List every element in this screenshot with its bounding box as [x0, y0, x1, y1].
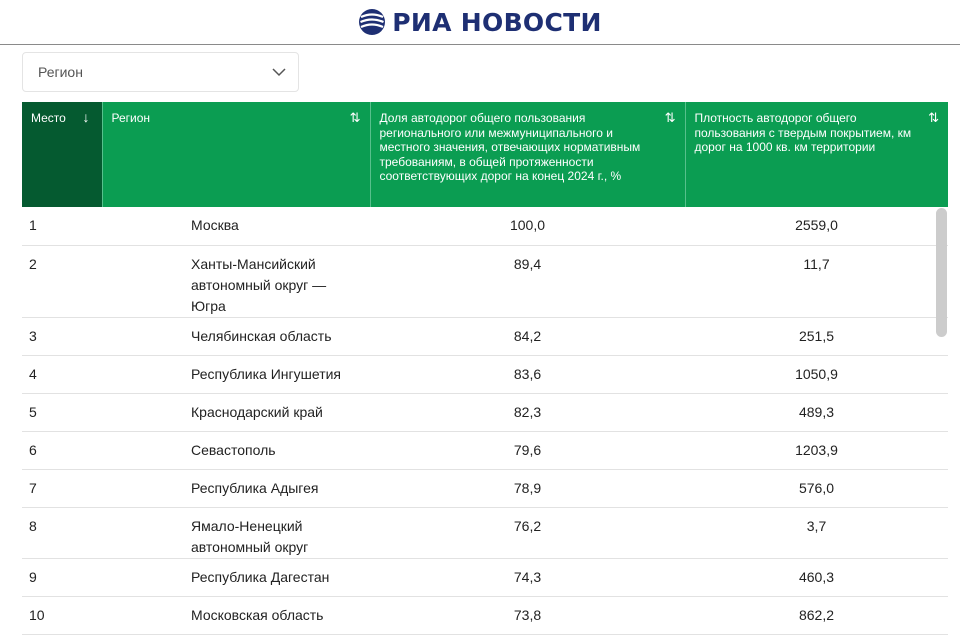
table-row	[22, 245, 948, 317]
table-row	[22, 469, 948, 507]
cell-density: 11,7	[685, 245, 948, 317]
cell-share: 79,6	[370, 431, 685, 469]
cell-region: Ямало-Ненецкий автономный округ	[102, 507, 370, 558]
ria-logo[interactable]	[358, 8, 601, 37]
cell-share: 83,6	[370, 355, 685, 393]
cell-place: 2	[22, 245, 102, 317]
ranking-table	[22, 102, 948, 635]
cell-region: Москва	[102, 207, 370, 245]
cell-region: Республика Ингушетия	[102, 355, 370, 393]
cell-share: 76,2	[370, 507, 685, 558]
cell-region: Республика Адыгея	[102, 469, 370, 507]
column-header-density[interactable]	[685, 102, 948, 207]
cell-density: 251,5	[685, 317, 948, 355]
cell-place: 9	[22, 558, 102, 596]
cell-region: Московская область	[102, 596, 370, 634]
cell-density: 489,3	[685, 393, 948, 431]
table-row	[22, 317, 948, 355]
sort-desc-icon[interactable]: ↓	[82, 109, 90, 125]
cell-region: Севастополь	[102, 431, 370, 469]
cell-region: Республика Дагестан	[102, 558, 370, 596]
column-header-label: Плотность автодорог общего пользования с твердым покрытием, км дорог на 1000 кв. км территории	[694, 111, 912, 154]
table-row	[22, 355, 948, 393]
sort-toggle-icon[interactable]: ⇅	[664, 110, 676, 125]
cell-place: 6	[22, 431, 102, 469]
cell-share: 84,2	[370, 317, 685, 355]
table-row	[22, 558, 948, 596]
ria-logo-icon	[358, 8, 386, 36]
table-header-row	[22, 102, 948, 207]
cell-density: 1050,9	[685, 355, 948, 393]
cell-share: 78,9	[370, 469, 685, 507]
sort-toggle-icon[interactable]: ⇅	[349, 110, 361, 125]
cell-place: 5	[22, 393, 102, 431]
cell-density: 862,2	[685, 596, 948, 634]
cell-density: 1203,9	[685, 431, 948, 469]
site-header	[0, 0, 960, 45]
column-header-label: Место	[31, 111, 66, 125]
column-header-label: Регион	[111, 111, 151, 125]
table-row	[22, 431, 948, 469]
cell-share: 89,4	[370, 245, 685, 317]
cell-place: 4	[22, 355, 102, 393]
column-header-place[interactable]	[22, 102, 102, 207]
column-header-label: Доля автодорог общего пользования регионального или межмуниципального и местного значения, отвечающих нормативным требованиям, в общей протяженности соответствующих дорог на конец 2024 г., %	[379, 111, 641, 183]
cell-density: 2559,0	[685, 207, 948, 245]
cell-share: 73,8	[370, 596, 685, 634]
table-scrollbar-thumb[interactable]	[936, 208, 947, 337]
region-filter-dropdown[interactable]	[22, 52, 299, 92]
cell-density: 460,3	[685, 558, 948, 596]
table-row	[22, 207, 948, 245]
cell-place: 8	[22, 507, 102, 558]
region-filter-label: Регион	[38, 64, 83, 80]
column-header-region[interactable]	[102, 102, 370, 207]
sort-toggle-icon[interactable]: ⇅	[928, 110, 939, 125]
cell-place: 7	[22, 469, 102, 507]
cell-share: 100,0	[370, 207, 685, 245]
cell-share: 82,3	[370, 393, 685, 431]
cell-place: 3	[22, 317, 102, 355]
table-row	[22, 507, 948, 558]
table-row	[22, 596, 948, 634]
cell-place: 10	[22, 596, 102, 634]
cell-region: Ханты-Мансийский автономный округ — Югра	[102, 245, 370, 317]
column-header-share[interactable]	[370, 102, 685, 207]
brand-name: РИА НОВОСТИ	[392, 7, 602, 37]
cell-region: Челябинская область	[102, 317, 370, 355]
cell-density: 576,0	[685, 469, 948, 507]
cell-density: 3,7	[685, 507, 948, 558]
cell-region: Краснодарский край	[102, 393, 370, 431]
chevron-down-icon	[272, 68, 286, 77]
cell-share: 74,3	[370, 558, 685, 596]
cell-place: 1	[22, 207, 102, 245]
table-row	[22, 393, 948, 431]
